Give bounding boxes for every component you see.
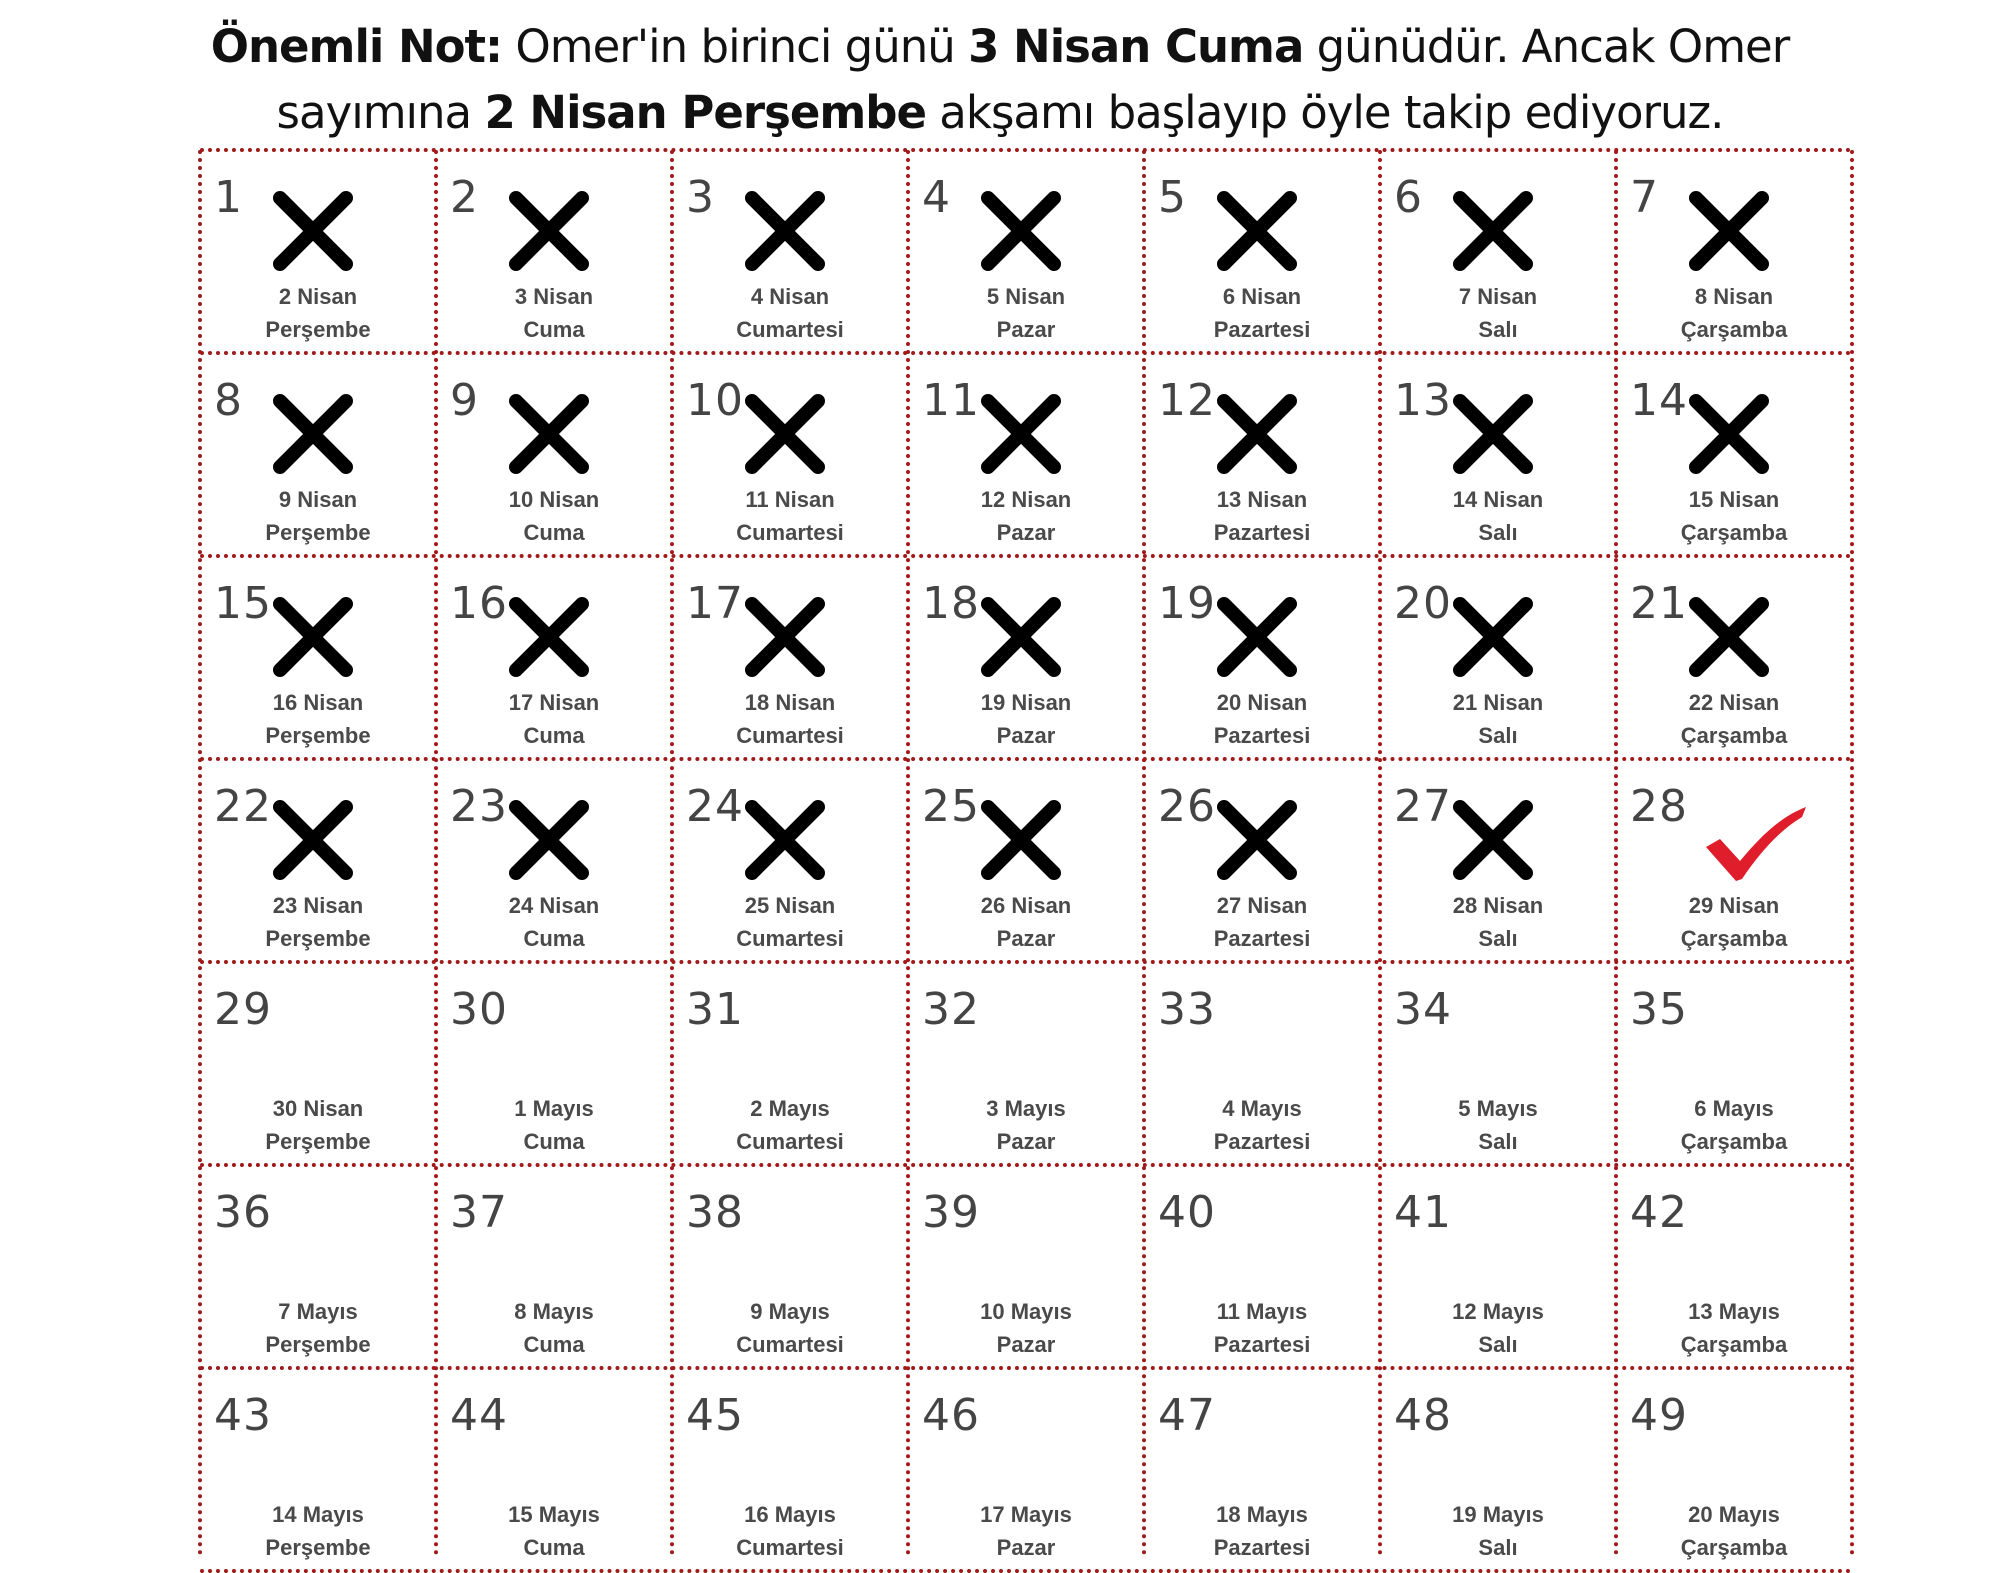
day-cell [436, 353, 672, 556]
day-number: 13 [1394, 375, 1452, 426]
date-label [436, 483, 672, 549]
weekday-text: Pazar [996, 723, 1056, 748]
weekday-text: Çarşamba [1680, 723, 1788, 748]
date-label [200, 483, 436, 549]
date-label [1616, 889, 1852, 955]
day-number: 37 [450, 1187, 508, 1238]
day-cell [672, 759, 908, 962]
date-label [1616, 1295, 1852, 1361]
weekday-text: Perşembe [265, 520, 371, 545]
date-text: 7 Nisan [1458, 284, 1538, 309]
date-label [1144, 1295, 1380, 1361]
weekday-text: Perşembe [265, 1332, 371, 1357]
date-label [1380, 1092, 1616, 1158]
date-text: 4 Nisan [750, 284, 830, 309]
weekday-text: Perşembe [265, 1535, 371, 1560]
cross-mark-icon [1212, 592, 1302, 682]
day-number: 42 [1630, 1187, 1688, 1238]
day-cell [436, 1165, 672, 1368]
day-cell [672, 353, 908, 556]
date-text: 10 Mayıs [980, 1299, 1072, 1324]
day-cell [1380, 759, 1616, 962]
day-number: 19 [1158, 578, 1216, 629]
day-cell [1144, 1165, 1380, 1368]
weekday-text: Pazartesi [1213, 723, 1311, 748]
date-label [672, 889, 908, 955]
date-text: 16 Mayıs [744, 1502, 836, 1527]
date-label [436, 280, 672, 346]
weekday-text: Salı [1478, 926, 1518, 951]
date-text: 14 Nisan [1452, 487, 1544, 512]
cross-mark-icon [504, 186, 594, 276]
day-cell [200, 962, 436, 1165]
day-number: 14 [1630, 375, 1688, 426]
note-bold-date-2: 2 Nisan Perşembe [484, 86, 926, 139]
note-bold-date-1: 3 Nisan Cuma [968, 20, 1304, 73]
day-number: 36 [214, 1187, 272, 1238]
date-text: 8 Nisan [1694, 284, 1774, 309]
day-number: 9 [450, 375, 479, 426]
date-label [200, 1092, 436, 1158]
cross-mark-icon [1212, 186, 1302, 276]
day-number: 28 [1630, 781, 1688, 832]
date-label [200, 889, 436, 955]
day-cell [1616, 556, 1852, 759]
date-text: 15 Nisan [1688, 487, 1780, 512]
day-number: 39 [922, 1187, 980, 1238]
date-label [1616, 483, 1852, 549]
date-text: 8 Mayıs [514, 1299, 594, 1324]
weekday-text: Pazar [996, 926, 1056, 951]
weekday-text: Cumartesi [736, 520, 844, 545]
note-text-1: Omer'in birinci günü [502, 20, 969, 73]
date-label [1144, 280, 1380, 346]
date-text: 3 Nisan [514, 284, 594, 309]
weekday-text: Cuma [523, 1332, 585, 1357]
day-cell [1380, 556, 1616, 759]
weekday-text: Salı [1478, 520, 1518, 545]
weekday-text: Çarşamba [1680, 926, 1788, 951]
day-number: 20 [1394, 578, 1452, 629]
date-text: 12 Nisan [980, 487, 1072, 512]
date-text: 2 Nisan [278, 284, 358, 309]
day-cell [200, 759, 436, 962]
cross-mark-icon [1684, 592, 1774, 682]
date-text: 5 Mayıs [1458, 1096, 1538, 1121]
day-cell [1616, 759, 1852, 962]
day-cell [908, 556, 1144, 759]
weekday-text: Pazar [996, 1129, 1056, 1154]
date-text: 4 Mayıs [1222, 1096, 1302, 1121]
day-number: 30 [450, 984, 508, 1035]
weekday-text: Cumartesi [736, 1332, 844, 1357]
date-label [908, 686, 1144, 752]
day-cell [200, 353, 436, 556]
date-label [1144, 686, 1380, 752]
cross-mark-icon [268, 389, 358, 479]
date-text: 18 Mayıs [1216, 1502, 1308, 1527]
day-cell [1616, 1165, 1852, 1368]
day-cell [908, 353, 1144, 556]
date-label [1144, 483, 1380, 549]
cross-mark-icon [1684, 389, 1774, 479]
day-cell [1616, 353, 1852, 556]
date-text: 17 Nisan [508, 690, 600, 715]
weekday-text: Perşembe [265, 723, 371, 748]
day-number: 2 [450, 172, 479, 223]
weekday-text: Pazartesi [1213, 926, 1311, 951]
date-text: 27 Nisan [1216, 893, 1308, 918]
day-number: 6 [1394, 172, 1423, 223]
day-number: 49 [1630, 1390, 1688, 1441]
weekday-text: Pazartesi [1213, 1129, 1311, 1154]
day-number: 29 [214, 984, 272, 1035]
cross-mark-icon [740, 592, 830, 682]
note-line-1 [0, 14, 2000, 80]
note-text-2: günüdür. Ancak Omer [1303, 20, 1790, 73]
date-label [1616, 686, 1852, 752]
cross-mark-icon [740, 795, 830, 885]
day-number: 47 [1158, 1390, 1216, 1441]
day-number: 8 [214, 375, 243, 426]
date-label [1380, 1498, 1616, 1564]
weekday-text: Çarşamba [1680, 1129, 1788, 1154]
day-number: 23 [450, 781, 508, 832]
weekday-text: Pazartesi [1213, 1332, 1311, 1357]
weekday-text: Pazar [996, 1332, 1056, 1357]
date-label [1144, 889, 1380, 955]
day-number: 11 [922, 375, 980, 426]
weekday-text: Cuma [523, 723, 585, 748]
date-label [200, 1498, 436, 1564]
day-cell [1144, 962, 1380, 1165]
date-label [436, 1498, 672, 1564]
day-number: 17 [686, 578, 744, 629]
cross-mark-icon [1212, 389, 1302, 479]
note-text-3: sayımına [276, 86, 485, 139]
weekday-text: Salı [1478, 1332, 1518, 1357]
day-number: 24 [686, 781, 744, 832]
day-number: 4 [922, 172, 951, 223]
day-number: 43 [214, 1390, 272, 1441]
weekday-text: Salı [1478, 723, 1518, 748]
day-number: 12 [1158, 375, 1216, 426]
cross-mark-icon [740, 389, 830, 479]
date-label [672, 1498, 908, 1564]
date-text: 28 Nisan [1452, 893, 1544, 918]
day-number: 22 [214, 781, 272, 832]
weekday-text: Cumartesi [736, 1129, 844, 1154]
day-number: 15 [214, 578, 272, 629]
day-cell [908, 759, 1144, 962]
weekday-text: Perşembe [265, 926, 371, 951]
date-text: 19 Mayıs [1452, 1502, 1544, 1527]
cross-mark-icon [1448, 186, 1538, 276]
cross-mark-icon [504, 389, 594, 479]
day-number: 31 [686, 984, 744, 1035]
day-number: 7 [1630, 172, 1659, 223]
date-label [672, 686, 908, 752]
date-label [1380, 1295, 1616, 1361]
date-label [1616, 1498, 1852, 1564]
day-number: 38 [686, 1187, 744, 1238]
weekday-text: Pazartesi [1213, 520, 1311, 545]
date-text: 22 Nisan [1688, 690, 1780, 715]
date-label [436, 1092, 672, 1158]
date-text: 30 Nisan [272, 1096, 364, 1121]
date-text: 5 Nisan [986, 284, 1066, 309]
day-number: 10 [686, 375, 744, 426]
day-cell [436, 1368, 672, 1571]
date-label [436, 889, 672, 955]
weekday-text: Çarşamba [1680, 317, 1788, 342]
weekday-text: Pazartesi [1213, 1535, 1311, 1560]
date-label [1380, 686, 1616, 752]
day-cell [1616, 1368, 1852, 1571]
day-cell [1144, 150, 1380, 353]
date-text: 6 Nisan [1222, 284, 1302, 309]
date-text: 19 Nisan [980, 690, 1072, 715]
cross-mark-icon [740, 186, 830, 276]
cross-mark-icon [1212, 795, 1302, 885]
date-label [908, 889, 1144, 955]
weekday-text: Cuma [523, 926, 585, 951]
date-text: 7 Mayıs [278, 1299, 358, 1324]
date-label [1380, 280, 1616, 346]
day-cell [1380, 150, 1616, 353]
weekday-text: Perşembe [265, 1129, 371, 1154]
date-label [200, 1295, 436, 1361]
cross-mark-icon [976, 795, 1066, 885]
day-number: 21 [1630, 578, 1688, 629]
date-label [1616, 1092, 1852, 1158]
cross-mark-icon [976, 592, 1066, 682]
date-label [436, 686, 672, 752]
day-cell [1144, 1368, 1380, 1571]
day-number: 40 [1158, 1187, 1216, 1238]
day-cell [200, 1368, 436, 1571]
weekday-text: Cumartesi [736, 1535, 844, 1560]
day-cell [1616, 150, 1852, 353]
weekday-text: Cuma [523, 1535, 585, 1560]
weekday-text: Çarşamba [1680, 520, 1788, 545]
day-cell [672, 1165, 908, 1368]
day-cell [908, 150, 1144, 353]
date-text: 25 Nisan [744, 893, 836, 918]
weekday-text: Salı [1478, 1129, 1518, 1154]
weekday-text: Salı [1478, 317, 1518, 342]
weekday-text: Pazar [996, 317, 1056, 342]
day-number: 3 [686, 172, 715, 223]
weekday-text: Perşembe [265, 317, 371, 342]
day-number: 26 [1158, 781, 1216, 832]
weekday-text: Pazartesi [1213, 317, 1311, 342]
day-cell [908, 1368, 1144, 1571]
date-text: 21 Nisan [1452, 690, 1544, 715]
date-text: 15 Mayıs [508, 1502, 600, 1527]
date-text: 24 Nisan [508, 893, 600, 918]
day-cell [436, 962, 672, 1165]
omer-count-grid [200, 150, 1852, 1560]
date-label [908, 1295, 1144, 1361]
checkmark-icon [1702, 803, 1812, 883]
date-label [908, 1092, 1144, 1158]
date-label [908, 280, 1144, 346]
day-cell [1380, 1165, 1616, 1368]
date-text: 26 Nisan [980, 893, 1072, 918]
day-number: 35 [1630, 984, 1688, 1035]
date-label [672, 1092, 908, 1158]
day-cell [672, 150, 908, 353]
date-text: 11 Nisan [745, 487, 835, 512]
date-text: 2 Mayıs [750, 1096, 830, 1121]
day-number: 27 [1394, 781, 1452, 832]
day-cell [1144, 353, 1380, 556]
cross-mark-icon [504, 795, 594, 885]
day-number: 41 [1394, 1187, 1452, 1238]
day-cell [200, 1165, 436, 1368]
date-text: 13 Mayıs [1688, 1299, 1780, 1324]
day-cell [436, 556, 672, 759]
date-label [908, 1498, 1144, 1564]
date-label [672, 280, 908, 346]
day-number: 34 [1394, 984, 1452, 1035]
day-number: 45 [686, 1390, 744, 1441]
weekday-text: Cuma [523, 317, 585, 342]
day-cell [672, 556, 908, 759]
weekday-text: Pazar [996, 520, 1056, 545]
date-label [672, 483, 908, 549]
day-cell [200, 150, 436, 353]
date-text: 20 Nisan [1216, 690, 1308, 715]
day-cell [1380, 1368, 1616, 1571]
weekday-text: Pazar [996, 1535, 1056, 1560]
date-text: 6 Mayıs [1694, 1096, 1774, 1121]
date-label [1144, 1092, 1380, 1158]
date-text: 9 Nisan [278, 487, 358, 512]
date-label [908, 483, 1144, 549]
date-text: 10 Nisan [508, 487, 600, 512]
day-number: 18 [922, 578, 980, 629]
day-cell [908, 962, 1144, 1165]
weekday-text: Cumartesi [736, 317, 844, 342]
day-cell [1380, 962, 1616, 1165]
day-cell [1380, 353, 1616, 556]
date-label [672, 1295, 908, 1361]
note-text-4: akşamı başlayıp öyle takip ediyoruz. [926, 86, 1724, 139]
weekday-text: Çarşamba [1680, 1332, 1788, 1357]
day-cell [200, 556, 436, 759]
date-text: 14 Mayıs [272, 1502, 364, 1527]
day-cell [1144, 556, 1380, 759]
cross-mark-icon [1448, 592, 1538, 682]
day-number: 44 [450, 1390, 508, 1441]
weekday-text: Çarşamba [1680, 1535, 1788, 1560]
weekday-text: Cumartesi [736, 926, 844, 951]
date-text: 20 Mayıs [1688, 1502, 1780, 1527]
date-label [1616, 280, 1852, 346]
cross-mark-icon [1684, 186, 1774, 276]
important-note [0, 14, 2000, 146]
note-line-2 [0, 80, 2000, 146]
date-text: 13 Nisan [1216, 487, 1308, 512]
cross-mark-icon [976, 389, 1066, 479]
date-text: 11 Mayıs [1216, 1299, 1308, 1324]
day-cell [436, 759, 672, 962]
cross-mark-icon [1448, 389, 1538, 479]
date-label [200, 686, 436, 752]
day-cell [1616, 962, 1852, 1165]
day-number: 16 [450, 578, 508, 629]
day-cell [908, 1165, 1144, 1368]
cross-mark-icon [504, 592, 594, 682]
date-text: 23 Nisan [272, 893, 364, 918]
day-number: 33 [1158, 984, 1216, 1035]
date-text: 29 Nisan [1688, 893, 1780, 918]
day-number: 1 [214, 172, 243, 223]
date-text: 12 Mayıs [1452, 1299, 1544, 1324]
date-text: 3 Mayıs [986, 1096, 1066, 1121]
day-cell [1144, 759, 1380, 962]
date-text: 9 Mayıs [750, 1299, 830, 1324]
day-cell [672, 1368, 908, 1571]
cross-mark-icon [268, 186, 358, 276]
date-label [436, 1295, 672, 1361]
day-cell [672, 962, 908, 1165]
weekday-text: Cuma [523, 1129, 585, 1154]
day-number: 48 [1394, 1390, 1452, 1441]
note-label: Önemli Not: [210, 20, 503, 73]
cross-mark-icon [268, 795, 358, 885]
cross-mark-icon [268, 592, 358, 682]
day-cell [436, 150, 672, 353]
weekday-text: Salı [1478, 1535, 1518, 1560]
date-text: 1 Mayıs [514, 1096, 594, 1121]
weekday-text: Cumartesi [736, 723, 844, 748]
day-number: 32 [922, 984, 980, 1035]
date-label [200, 280, 436, 346]
date-text: 17 Mayıs [980, 1502, 1072, 1527]
date-label [1380, 483, 1616, 549]
day-number: 46 [922, 1390, 980, 1441]
date-text: 16 Nisan [272, 690, 364, 715]
weekday-text: Cuma [523, 520, 585, 545]
day-number: 5 [1158, 172, 1187, 223]
cross-mark-icon [1448, 795, 1538, 885]
date-label [1144, 1498, 1380, 1564]
day-number: 25 [922, 781, 980, 832]
cross-mark-icon [976, 186, 1066, 276]
date-text: 18 Nisan [744, 690, 836, 715]
date-label [1380, 889, 1616, 955]
